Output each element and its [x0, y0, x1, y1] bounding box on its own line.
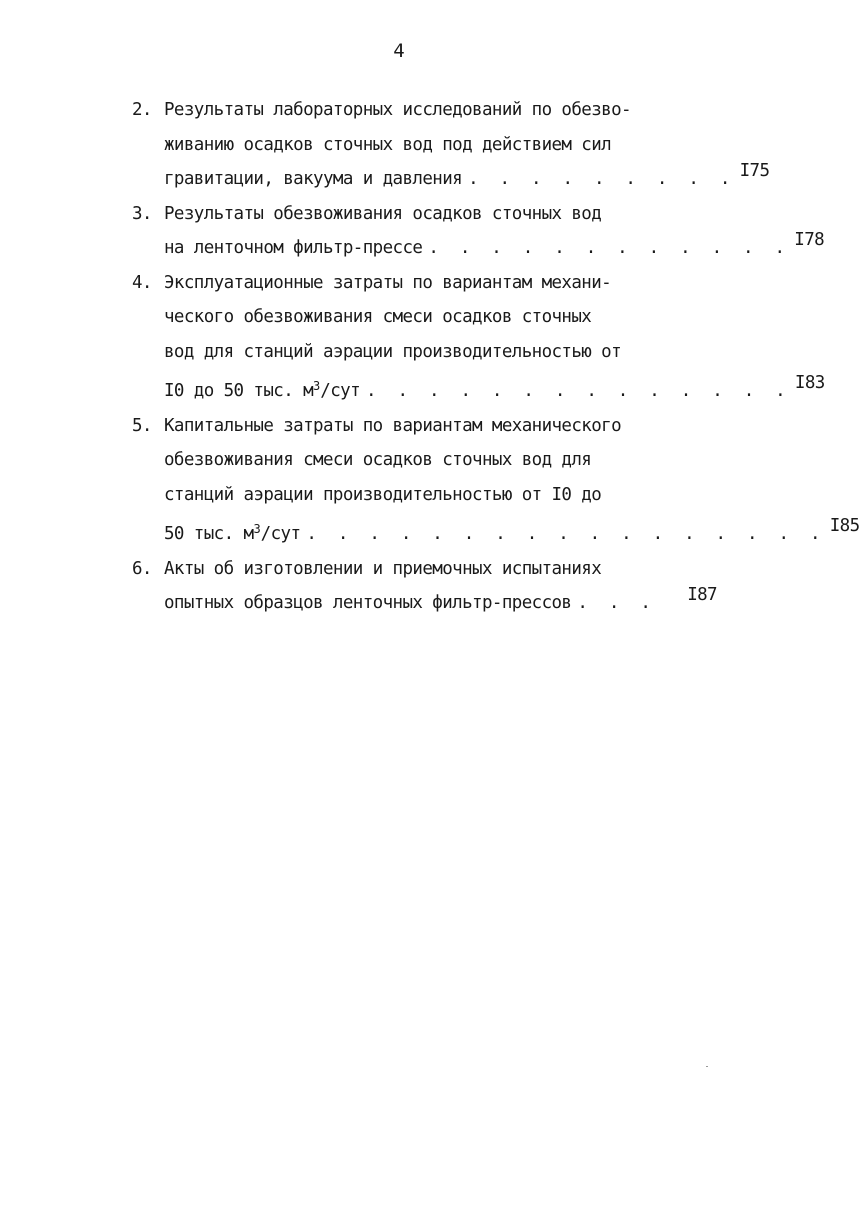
toc-entry — [132, 266, 825, 409]
entry-line: Результаты обезвоживания осадков сточных вод — [164, 203, 602, 224]
entry-last-line — [164, 586, 717, 621]
dot-leader: . . . . . . . . . . . . — [428, 238, 791, 258]
toc-entry — [132, 552, 717, 621]
entry-line: гравитации, вакуума и давления — [164, 169, 463, 189]
entry-line: вод для станций аэрации производительностью от — [164, 341, 622, 362]
entry-line: опытных образцов ленточных фильтр-прессов — [164, 593, 572, 613]
entry-number: 6. — [132, 558, 152, 579]
entry-text — [164, 266, 825, 409]
entry-page-number: I83 — [794, 373, 825, 393]
entry-text — [164, 552, 717, 621]
entry-text — [164, 409, 860, 552]
page-number: 4 — [393, 40, 405, 62]
entry-number: 5. — [132, 415, 152, 436]
entry-number: 4. — [132, 272, 152, 293]
entry-number: 2. — [132, 100, 152, 120]
dot-leader: . . . . . . . . . . . . . . . . . — [306, 524, 826, 544]
toc-entry — [132, 93, 770, 197]
unit-suffix: /сут — [260, 524, 301, 544]
dot-leader: . . . . . . . . . — [468, 169, 736, 189]
dot-leader: . . . — [577, 593, 657, 613]
entry-text — [164, 93, 769, 197]
unit-suffix: /сут — [320, 381, 361, 401]
superscript-3: 3 — [313, 379, 321, 393]
toc-entry — [132, 409, 860, 552]
entry-last-line — [164, 369, 825, 409]
entry-last-line — [164, 512, 860, 552]
entry-page-number: I75 — [739, 161, 770, 181]
entry-line: ческого обезвоживания смеси осадков сточных — [164, 307, 592, 327]
entry-line: Акты об изготовлении и приемочных испытаниях — [164, 558, 602, 579]
toc-entry — [132, 197, 825, 266]
entry-line: живанию осадков сточных вод под действием сил — [164, 134, 612, 155]
dot-leader: . . . . . . . . . . . . . . — [366, 381, 791, 401]
entry-line-text: I0 до 50 тыс. м — [164, 381, 314, 401]
entry-line: Результаты лабораторных исследований по обезво- — [164, 100, 631, 120]
entry-text — [164, 197, 824, 266]
entry-last-line — [164, 162, 769, 197]
entry-line: станций аэрации производительностью от I0 до — [164, 484, 602, 505]
entry-line: Капитальные затраты по вариантам механического — [164, 415, 622, 436]
entry-page-number: I85 — [829, 516, 860, 536]
table-of-contents — [132, 93, 860, 621]
entry-line-text: 50 тыс. м — [164, 524, 254, 544]
superscript-3: 3 — [253, 522, 261, 536]
entry-line: обезвоживания смеси осадков сточных вод для — [164, 450, 592, 470]
entry-last-line — [164, 231, 824, 266]
entry-page-number: I87 — [687, 585, 717, 605]
scan-speck — [706, 1066, 708, 1067]
entry-number: 3. — [132, 203, 152, 224]
entry-line — [164, 512, 300, 552]
entry-line: Эксплуатационные затраты по вариантам механи- — [164, 272, 612, 293]
entry-page-number: I78 — [794, 230, 825, 250]
entry-line: на ленточном фильтр-прессе — [164, 238, 423, 258]
entry-line — [164, 369, 360, 409]
